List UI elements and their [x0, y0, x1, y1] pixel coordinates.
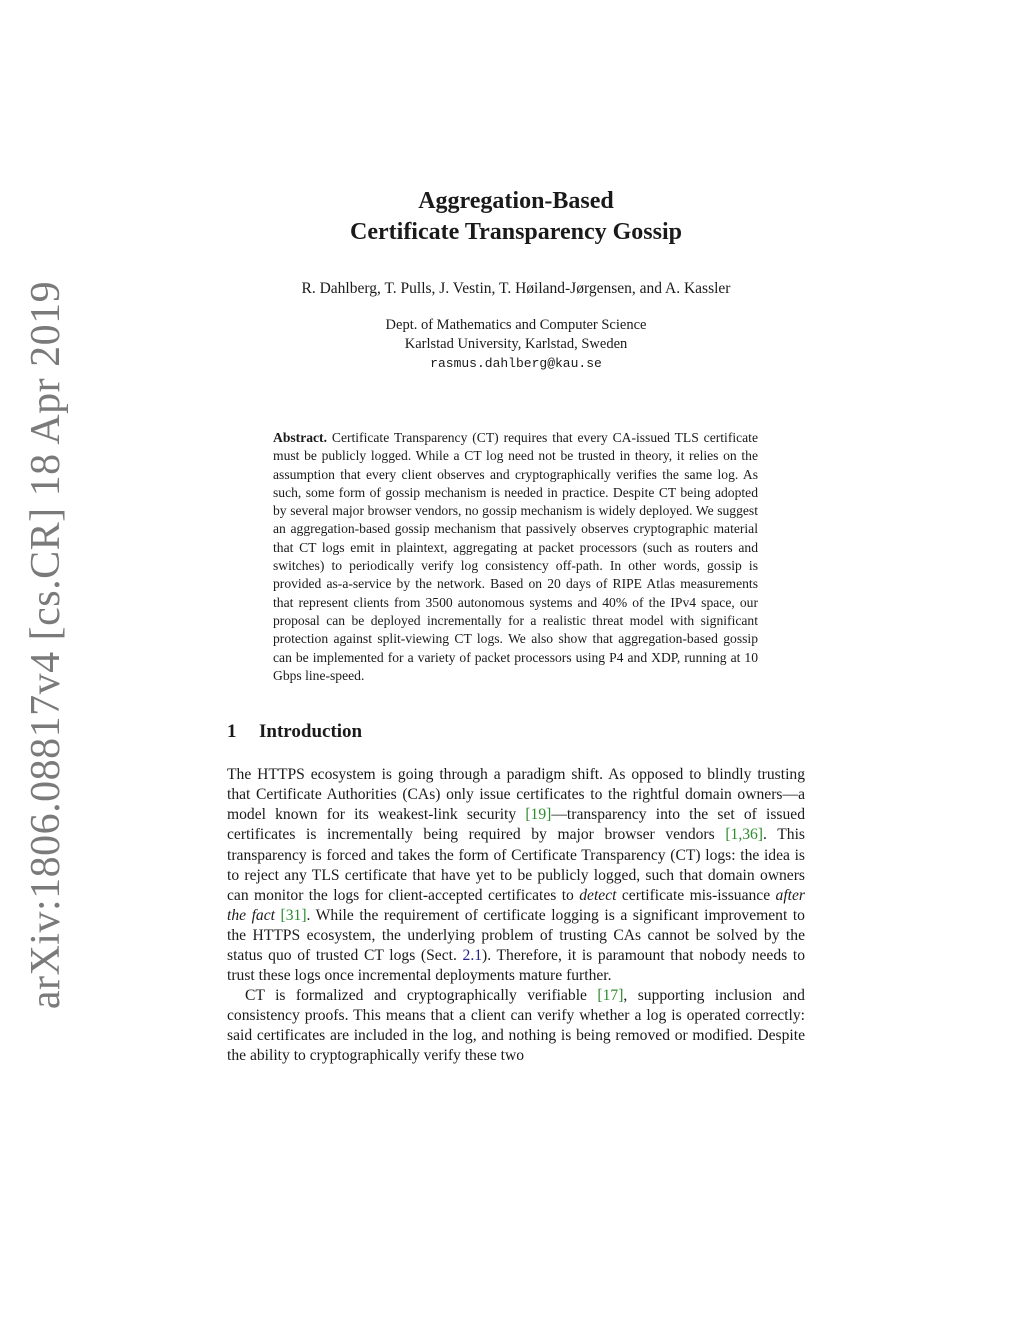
- emphasis-text: after the fact: [227, 886, 805, 924]
- section-number: 1: [227, 721, 237, 743]
- paper-page: [227, 186, 805, 1067]
- affiliation: [227, 316, 805, 373]
- citation-link[interactable]: [17]: [597, 987, 624, 1005]
- text-run: —transparency into the set of issued certificates is incrementally being required by major browser vendors: [227, 806, 805, 844]
- arxiv-identifier-stamp: arXiv:1806.08817v4 [cs.CR] 18 Apr 2019: [23, 280, 69, 1010]
- citation-link[interactable]: [19]: [525, 806, 552, 824]
- text-run: , supporting inclusion and consistency proofs. This means that a client can verify whether a log is operated correctly: said certificates are included in the log, and nothing is being removed or modified. Despite the ability to cryptographically verify these two: [227, 987, 805, 1065]
- text-run: ). Therefore, it is paramount that nobody needs to trust these logs once incremental deployments mature further.: [227, 947, 806, 985]
- abstract-text: Certificate Transparency (CT) requires that every CA-issued TLS certificate must be publicly logged. While a CT log need not be trusted in theory, it relies on the assumption that every client observes and cryptographically verifies the same log. As such, some form of gossip mechanism is needed in practice. Despite CT being adopted by several major browser vendors, no gossip mechanism is widely deployed. We suggest an aggregation-based gossip mechanism that passively observes cryptographic material that CT logs emit in plaintext, aggregating at packet processors (such as routers and switches) to periodically verify log consistency off-path. In other words, gossip is provided as-a-service by the network. Based on 20 days of RIPE Atlas measurements that represent clients from 3500 autonomous systems and 40% of the IPv4 space, our proposal can be deployed incrementally for a realistic threat model with significant protection against split-viewing CT logs. We also show that aggregation-based gossip can be implemented for a variety of packet processors using P4 and XDP, running at 10 Gbps line-speed.: [273, 430, 758, 683]
- title-line-1: Aggregation-Based: [418, 188, 614, 214]
- text-run: . This transparency is forced and takes the form of Certificate Transparency (CT) logs: the idea is to reject any TLS certificate that have yet to be publicly logged, such that domain owners can monitor the logs for client-accepted certificates to: [227, 826, 805, 904]
- section-heading: [227, 721, 805, 743]
- abstract: [273, 429, 758, 685]
- section-body: [227, 765, 805, 1066]
- text-run: certificate mis-issuance: [616, 886, 776, 904]
- abstract-label: Abstract.: [273, 430, 327, 445]
- section-title: Introduction: [259, 721, 363, 743]
- citation-link[interactable]: [1,36]: [725, 826, 764, 844]
- affiliation-university: Karlstad University, Karlstad, Sweden: [404, 336, 628, 352]
- paragraph-2: [227, 986, 805, 1066]
- author-email: rasmus.dahlberg@kau.se: [430, 356, 602, 371]
- text-run: The HTTPS ecosystem is going through a paradigm shift. As opposed to blindly trusting that Certificate Authorities (CAs) only issue certificates to the rightful domain owners—a model known for its weakest-link security: [227, 766, 805, 824]
- emphasis-text: detect: [579, 886, 617, 904]
- title-line-2: Certificate Transparency Gossip: [350, 219, 682, 245]
- paper-title: [227, 186, 805, 248]
- citation-link[interactable]: [31]: [280, 906, 307, 924]
- text-run: CT is formalized and cryptographically verifiable: [245, 987, 598, 1005]
- affiliation-department: Dept. of Mathematics and Computer Science: [385, 317, 647, 333]
- paragraph-1: [227, 765, 805, 986]
- section-reference-link[interactable]: 2.1: [462, 947, 483, 964]
- text-run: . While the requirement of certificate logging is a significant improvement to the HTTPS ecosystem, the underlying problem of trusting CAs cannot be solved by the status quo of trusted CT logs (Sect.: [227, 906, 805, 964]
- author-list: R. Dahlberg, T. Pulls, J. Vestin, T. Høiland-Jørgensen, and A. Kassler: [301, 280, 731, 297]
